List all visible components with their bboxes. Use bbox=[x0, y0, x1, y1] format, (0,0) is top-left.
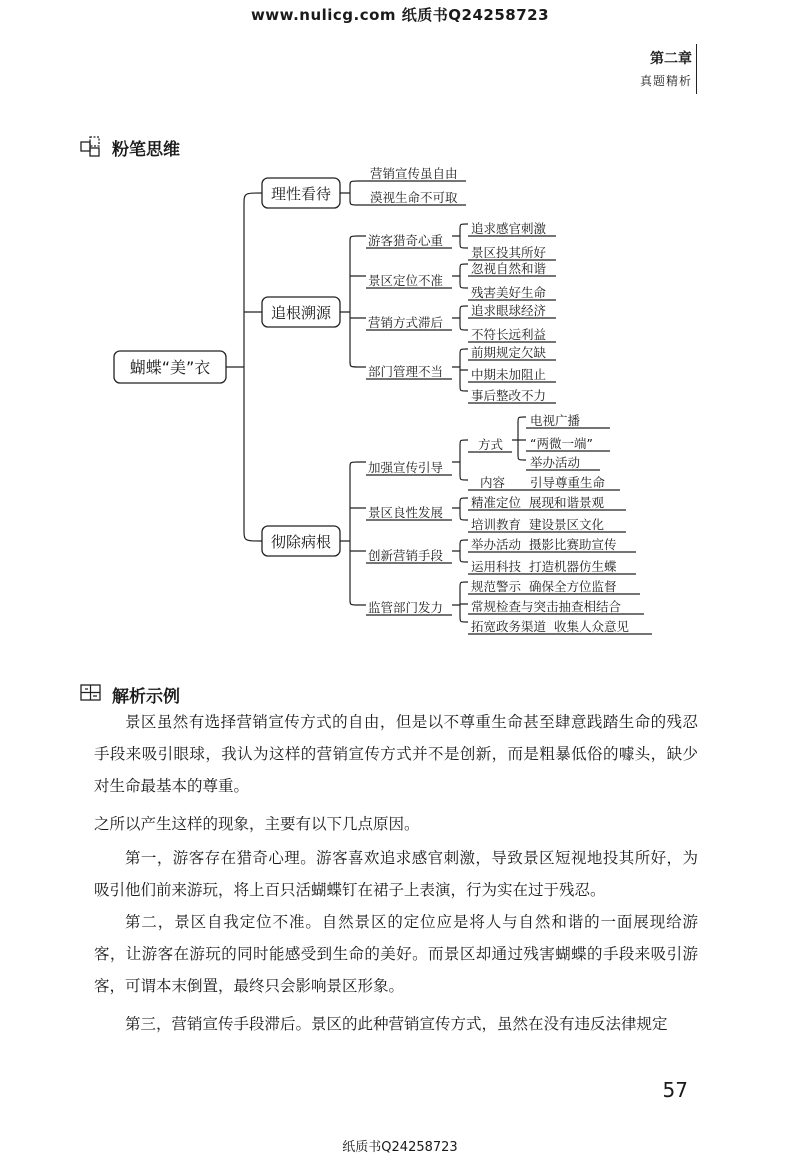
leaf: 中期未加阻止 bbox=[471, 367, 547, 382]
leaf: 前期规定欠缺 bbox=[471, 345, 547, 360]
leaf: 举办活动 bbox=[530, 455, 581, 470]
paragraph: 第一，游客存在猎奇心理。游客喜欢追求感官刺激，导致景区短视地投其所好，为吸引他们前来游玩，将上百只活蝴蝶钉在裙子上表演，行为实在过于残忍。 bbox=[94, 849, 698, 899]
sub-node: 景区良性发展 bbox=[368, 505, 444, 520]
mindmap-root: 蝴蝶“美”衣 bbox=[129, 358, 211, 377]
leaf: 举办活动 摄影比赛助宣传 bbox=[471, 537, 617, 552]
leaf: 漠视生命不可取 bbox=[370, 190, 458, 205]
leaf: 景区投其所好 bbox=[471, 245, 547, 260]
leaf: 追求感官刺激 bbox=[471, 221, 547, 236]
section-title-thinking: 粉笔思维 bbox=[112, 140, 180, 160]
leaf: 引导尊重生命 bbox=[530, 475, 606, 490]
paragraph: 之所以产生这样的现象，主要有以下几点原因。 bbox=[94, 815, 420, 833]
leaf: 培训教育 建设景区文化 bbox=[471, 517, 604, 532]
leaf: 拓宽政务渠道 收集人众意见 bbox=[471, 619, 629, 634]
leaf: 精准定位 展现和谐景观 bbox=[471, 495, 604, 510]
branch-eradicate: 彻除病根 bbox=[270, 533, 332, 551]
leaf: 忽视自然和谐 bbox=[471, 261, 547, 276]
leaf: “两微一端” bbox=[530, 436, 593, 451]
leaf: 规范警示 确保全方位监督 bbox=[471, 579, 617, 594]
watermark-url: www.nulicg.com 纸质书Q24258723 bbox=[250, 6, 550, 24]
sub-sub-node: 内容 bbox=[480, 475, 506, 490]
chapter-name: 真题精析 bbox=[639, 74, 692, 88]
sub-node: 创新营销手段 bbox=[368, 548, 444, 563]
paragraph: 第二，景区自我定位不准。自然景区的定位应是将人与自然和谐的一面展现给游客，让游客在游玩的同时能感受到生命的美好。而景区却通过残害蝴蝶的手段来吸引游客，可谓本末倒置，最终只会影响景区形象。 bbox=[94, 913, 698, 995]
grid-icon bbox=[80, 683, 104, 703]
sub-sub-node: 方式 bbox=[478, 437, 504, 452]
footer-watermark: 纸质书Q24258723 bbox=[342, 1140, 458, 1155]
leaf: 营销宣传虽自由 bbox=[370, 166, 458, 181]
leaf: 电视广播 bbox=[530, 413, 581, 428]
leaf: 运用科技 打造机器仿生蝶 bbox=[471, 559, 617, 574]
leaf: 残害美好生命 bbox=[471, 285, 547, 300]
sub-node: 监管部门发力 bbox=[368, 600, 444, 615]
branch-root-cause: 追根溯源 bbox=[270, 304, 332, 322]
paragraph: 第三，营销宣传手段滞后。景区的此种营销宣传方式，虽然在没有违反法律规定 bbox=[125, 1015, 668, 1033]
leaf: 事后整改不力 bbox=[471, 388, 547, 403]
section-title-example: 解析示例 bbox=[112, 687, 180, 707]
sub-node: 部门管理不当 bbox=[368, 364, 444, 379]
leaf: 不符长远利益 bbox=[471, 327, 547, 342]
leaf: 常规检查与突击抽查相结合 bbox=[471, 599, 622, 614]
sub-node: 游客猎奇心重 bbox=[368, 233, 444, 248]
branch-rational: 理性看待 bbox=[270, 185, 332, 203]
chapter-number: 第二章 bbox=[650, 51, 692, 67]
page-number: 57 bbox=[662, 1078, 688, 1102]
sub-node: 景区定位不准 bbox=[368, 273, 444, 288]
sub-node: 营销方式滞后 bbox=[368, 315, 444, 330]
sub-node: 加强宣传引导 bbox=[368, 460, 444, 475]
leaf: 追求眼球经济 bbox=[471, 303, 547, 318]
paragraph: 景区虽然有选择营销宣传方式的自由，但是以不尊重生命甚至肆意践踏生命的残忍手段来吸引眼球，我认为这样的营销宣传方式并不是创新，而是粗暴低俗的噱头，缺少对生命最基本的尊重。 bbox=[94, 713, 698, 795]
